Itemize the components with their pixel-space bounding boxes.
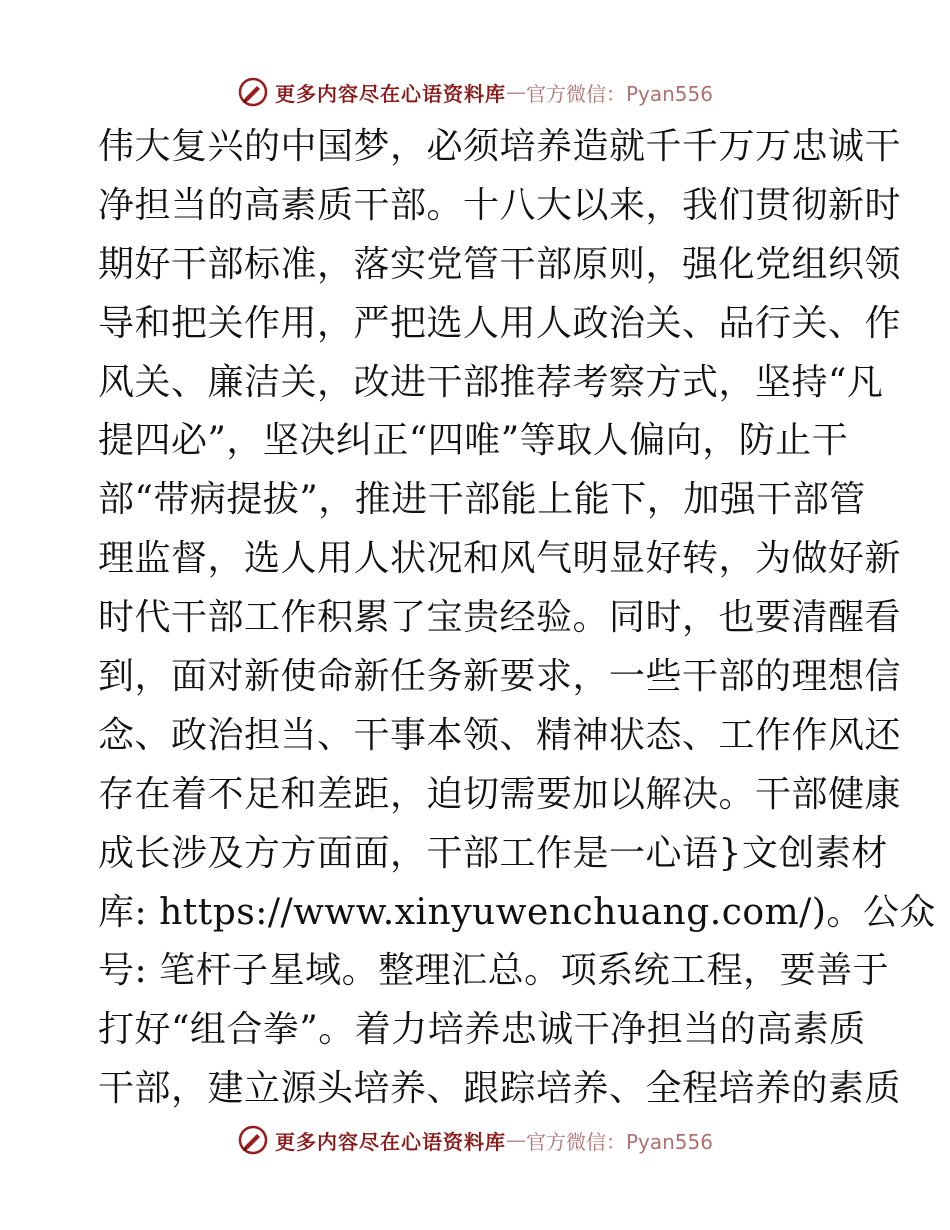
text-line: 导和把关作用，严把选人用人政治关、品行关、作	[98, 302, 902, 344]
body-paragraph	[98, 118, 936, 1119]
watermark-text: 更多内容尽在心语资料库	[274, 81, 506, 106]
text-line: 部“带病提拔”，推进干部能上能下，加强干部管	[98, 479, 866, 521]
watermark-text: 更多内容尽在心语资料库	[274, 1129, 506, 1154]
text-line: 干部，建立源头培养、跟踪培养、全程培养的素质	[98, 1068, 902, 1110]
text-line: 时代干部工作积累了宝贵经验。同时，也要清醒看	[98, 597, 902, 639]
text-line: 期好干部标准，落实党管干部原则，强化党组织领	[98, 243, 902, 285]
text-line: 号: 笔杆子星域。整理汇总。项系统工程，要善于	[98, 950, 890, 992]
text-line: 打好“组合拳”。着力培养忠诚干净担当的高素质	[98, 1009, 866, 1051]
text-line: 到，面对新使命新任务新要求，一些干部的理想信	[98, 656, 902, 698]
text-line: 提四必”，坚决纠正“四唯”等取人偏向，防止干	[98, 420, 849, 462]
watermark-wechat: 官方微信：Pyan556	[525, 81, 713, 106]
text-line: 净担当的高素质干部。十八大以来，我们贯彻新时	[98, 184, 902, 226]
pen-logo-icon	[237, 76, 269, 108]
text-line: 理监督，选人用人状况和风气明显好转，为做好新	[98, 538, 902, 580]
watermark-dash: —	[505, 1128, 526, 1152]
watermark-wechat: 官方微信：Pyan556	[525, 1129, 713, 1154]
text-line: 念、政治担当、干事本领、精神状态、工作作风还	[98, 714, 902, 756]
footer-watermark	[0, 1120, 950, 1160]
text-line: 风关、廉洁关，改进干部推荐考察方式，坚持“凡	[98, 361, 884, 403]
watermark-dash: —	[505, 80, 526, 104]
header-watermark	[0, 72, 950, 112]
pen-logo-icon	[237, 1124, 269, 1156]
text-line: 成长涉及方方面面，干部工作是一心语}文创素材	[98, 832, 888, 874]
text-line: 库: https://www.xinyuwenchuang.com/)。公众	[98, 891, 936, 933]
text-line: 伟大复兴的中国梦，必须培养造就千千万万忠诚干	[98, 126, 902, 167]
text-line: 存在着不足和差距，迫切需要加以解决。干部健康	[98, 773, 902, 815]
